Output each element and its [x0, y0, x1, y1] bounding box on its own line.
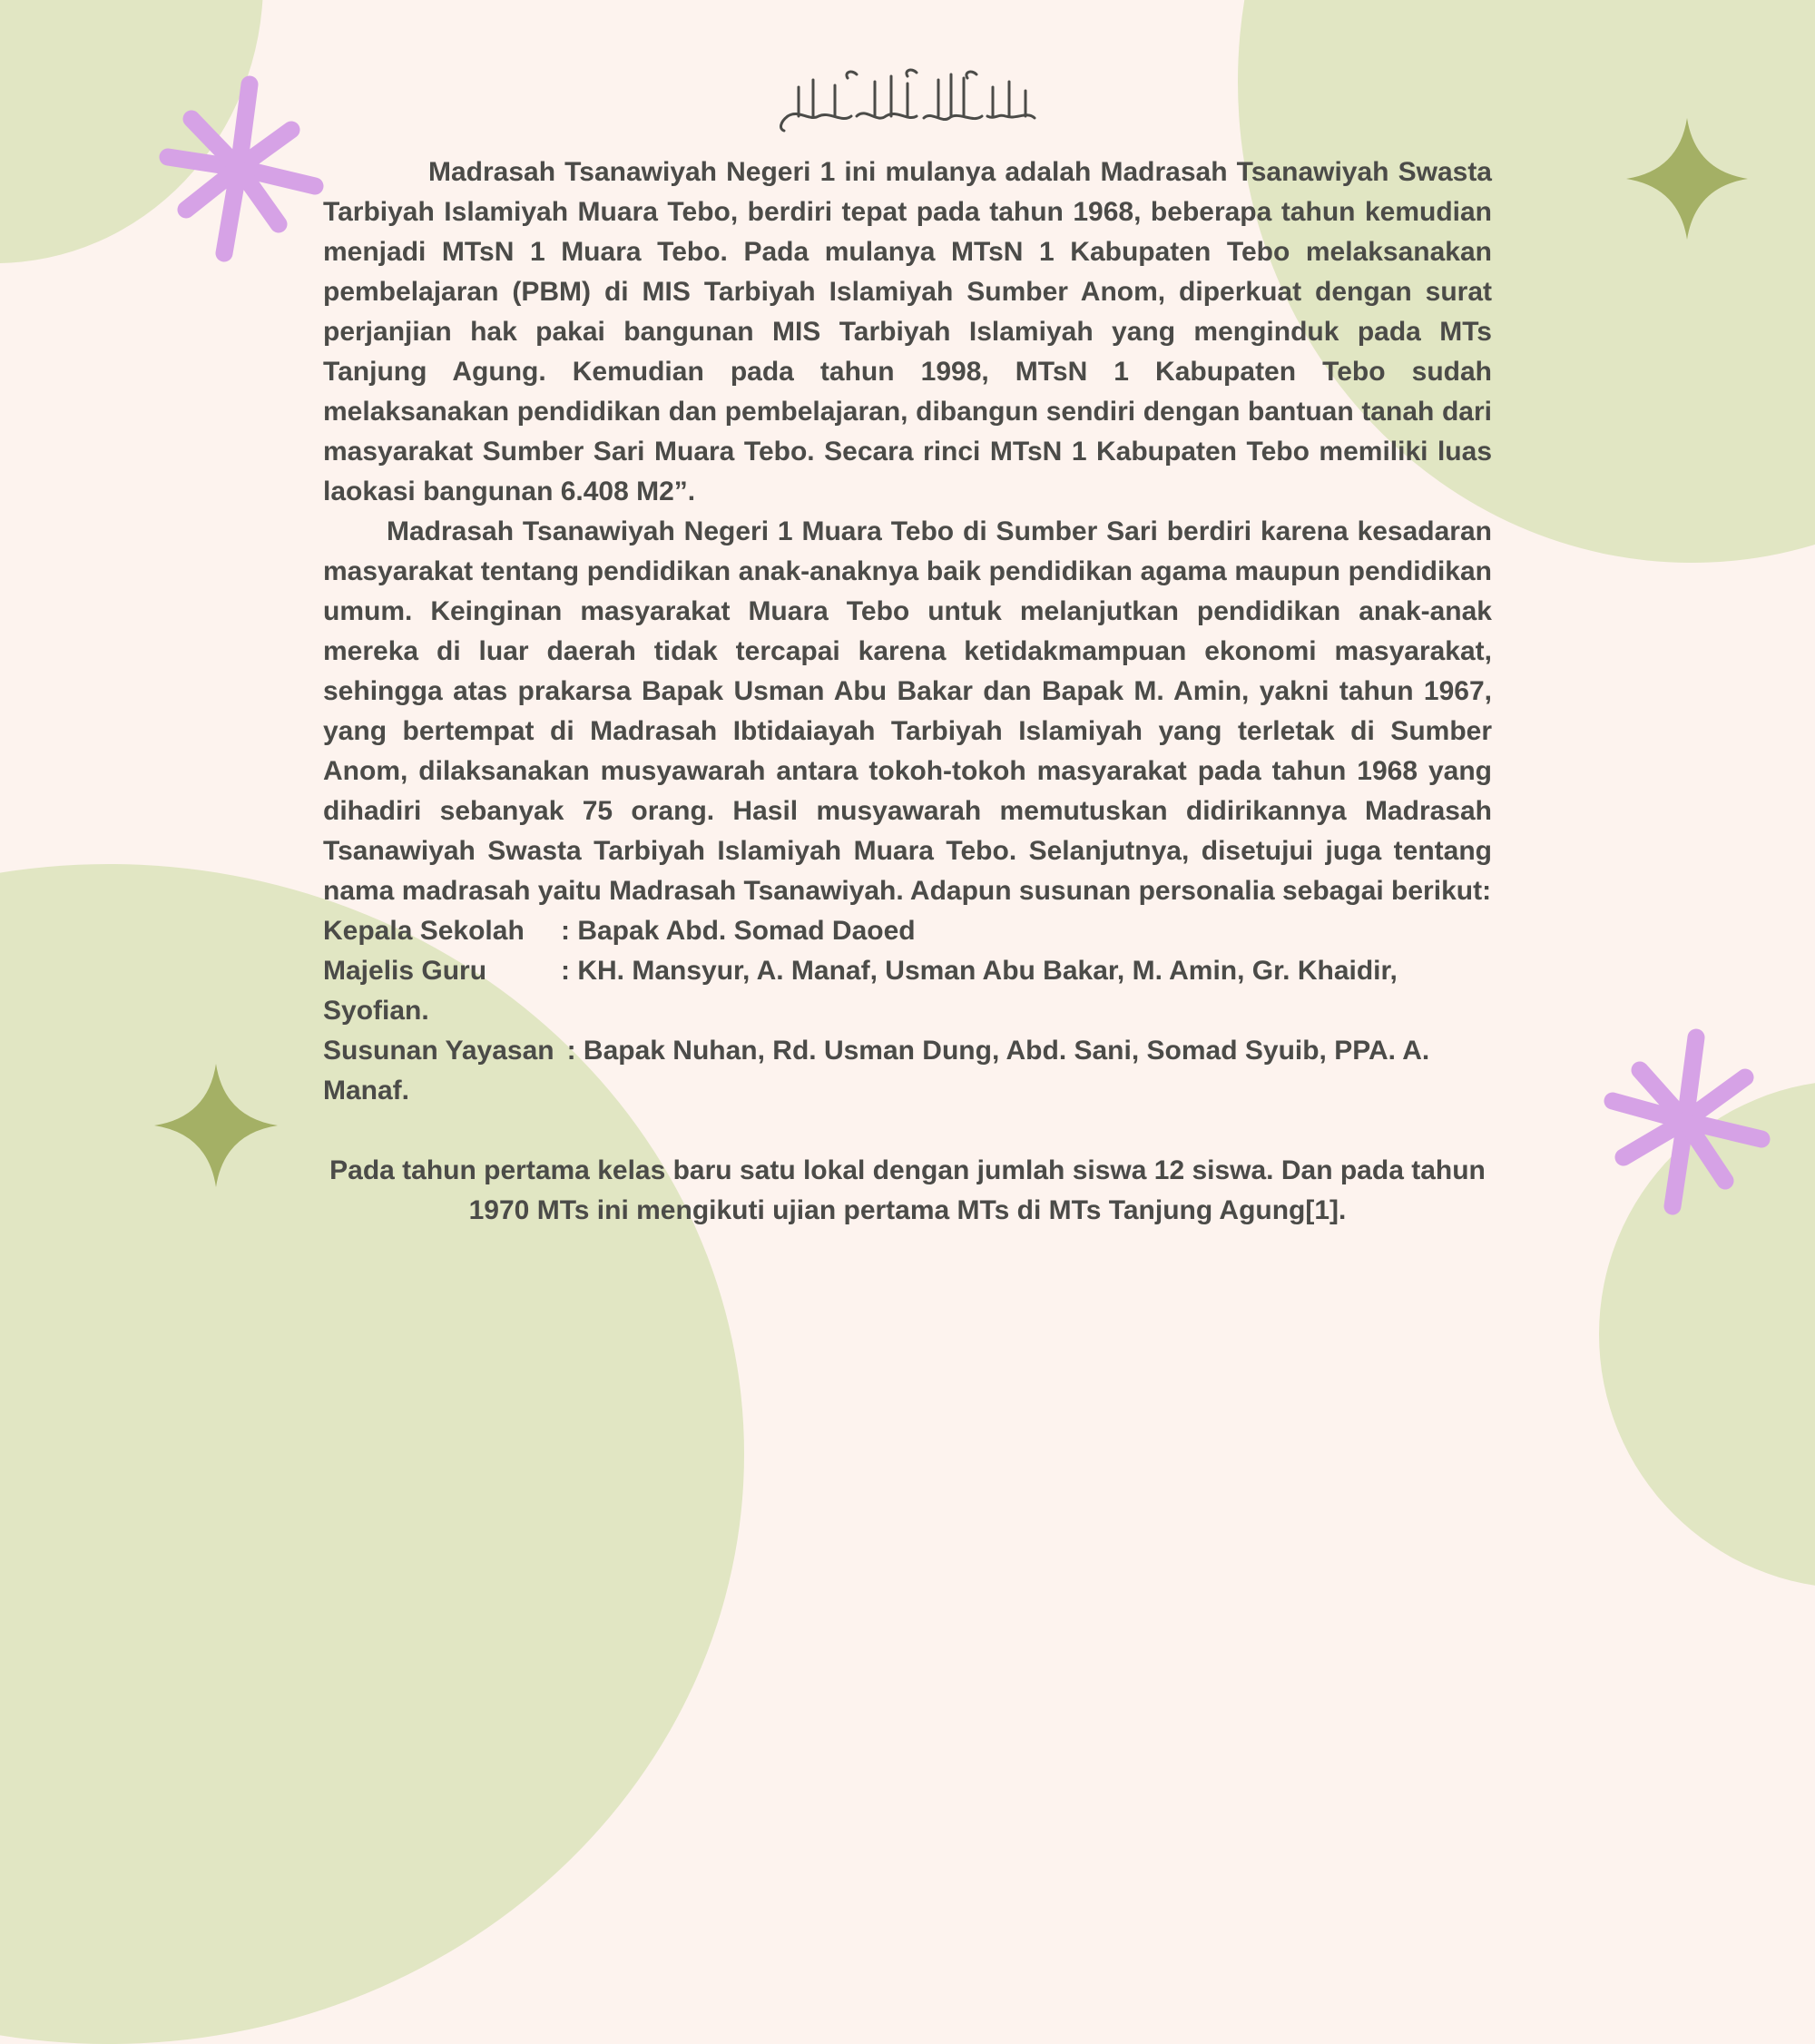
- personnel-value: : KH. Mansyur, A. Manaf, Usman Abu Bakar, M. Amin, Gr. Khaidir, Syofian.: [323, 956, 1398, 1026]
- document-body: [323, 64, 1492, 1231]
- personnel-row: [323, 951, 1492, 1031]
- personnel-label: Majelis Guru: [323, 956, 487, 986]
- personnel-value: : Bapak Nuhan, Rd. Usman Dung, Abd. Sani, Somad Syuib, PPA. A. Manaf.: [323, 1036, 1430, 1106]
- personnel-value: : Bapak Abd. Somad Daoed: [561, 916, 916, 946]
- personnel-label: Susunan Yayasan: [323, 1036, 554, 1066]
- closing-paragraph: Pada tahun pertama kelas baru satu lokal dengan jumlah siswa 12 siswa. Dan pada tahun 1970 MTs ini mengikuti ujian pertama MTs di MTs Tanjung Agung[1].: [329, 1155, 1486, 1225]
- basmalah-calligraphy: [323, 64, 1492, 152]
- personnel-row: [323, 911, 1492, 951]
- green-sparkle-icon: [154, 1064, 278, 1187]
- paragraph-history: Madrasah Tsanawiyah Negeri 1 ini mulanya adalah Madrasah Tsanawiyah Swasta Tarbiyah Islamiyah Muara Tebo, berdiri tepat pada tahun 1968, beberapa tahun kemudian menjadi MTsN 1 Muara Tebo. Pada mulanya MTsN 1 Kabupaten Tebo melaksanakan pembelajaran (PBM) di MIS Tarbiyah Islamiyah Sumber Anom, diperkuat dengan surat perjanjian hak pakai bangunan MIS Tarbiyah Islamiyah yang menginduk pada MTs Tanjung Agung. Kemudian pada tahun 1998, MTsN 1 Kabupaten Tebo sudah melaksanakan pendidikan dan pembelajaran, dibangun sendiri dengan bantuan tanah dari masyarakat Sumber Sari Muara Tebo. Secara rinci MTsN 1 Kabupaten Tebo memiliki luas laokasi bangunan 6.408 M2”.: [323, 157, 1492, 506]
- paragraph-founding: Madrasah Tsanawiyah Negeri 1 Muara Tebo di Sumber Sari berdiri karena kesadaran masyarakat tentang pendidikan anak-anaknya baik pendidikan agama maupun pendidikan umum. Keinginan masyarakat Muara Tebo untuk melanjutkan pendidikan anak-anak mereka di luar daerah tidak tercapai karena ketidakmampuan ekonomi masyarakat, sehingga atas prakarsa Bapak Usman Abu Bakar dan Bapak M. Amin, yakni tahun 1967, yang bertempat di Madrasah Ibtidaiayah Tarbiyah Islamiyah yang terletak di Sumber Anom, dilaksanakan musyawarah antara tokoh-tokoh masyarakat pada tahun 1968 yang dihadiri sebanyak 75 orang. Hasil musyawarah memutuskan didirikannya Madrasah Tsanawiyah Swasta Tarbiyah Islamiyah Muara Tebo. Selanjutnya, disetujui juga tentang nama madrasah yaitu Madrasah Tsanawiyah. Adapun susunan personalia sebagai berikut:: [323, 516, 1492, 906]
- purple-starburst-icon: [152, 73, 325, 263]
- personnel-label: Kepala Sekolah: [323, 916, 525, 946]
- green-sparkle-icon: [1626, 118, 1748, 240]
- purple-starburst-icon: [1599, 1026, 1771, 1216]
- personnel-row: [323, 1031, 1492, 1111]
